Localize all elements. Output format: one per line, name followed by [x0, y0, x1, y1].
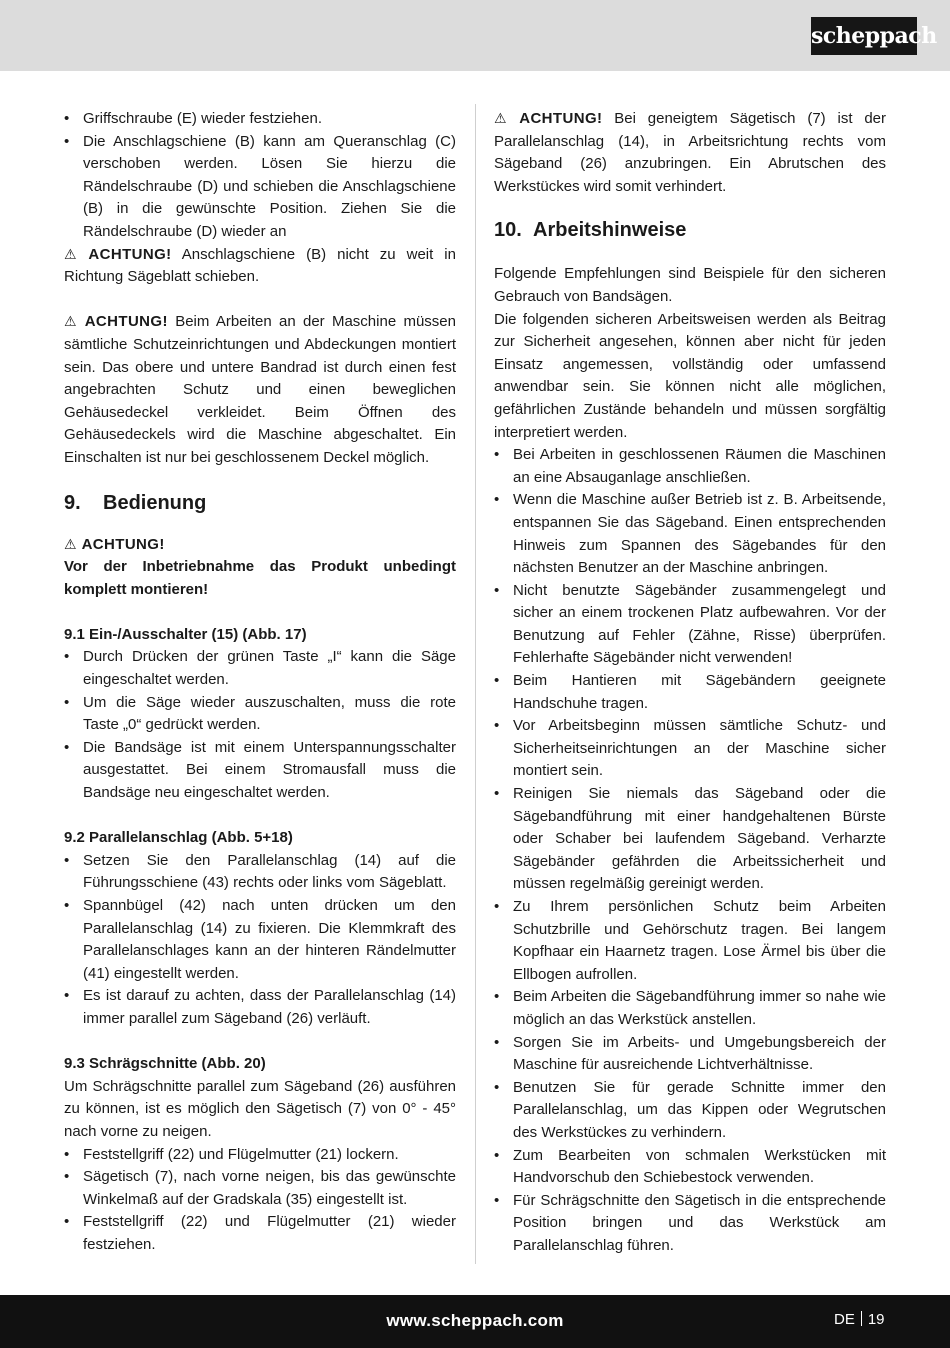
list-item: • Durch Drücken der grünen Taste „I“ kann die Säge eingeschaltet werden. — [64, 646, 456, 691]
list-item: • Sägetisch (7), nach vorne neigen, bis das gewünschte Winkelmaß auf der Gradskala (35) eingestellt ist. — [64, 1166, 456, 1211]
warning-label: ACHTUNG! — [519, 110, 603, 127]
list-item: • Sorgen Sie im Arbeits- und Umgebungsbereich der Maschine für ausreichende Lichtverhältnisse. — [494, 1032, 886, 1077]
warning-label: ACHTUNG! — [81, 535, 165, 553]
language-code: DE — [834, 1311, 855, 1328]
list-item: • Es ist darauf zu achten, dass der Parallelanschlag (14) immer parallel zum Sägeband (26) verläuft. — [64, 985, 456, 1030]
list-item: • Für Schrägschnitte den Sägetisch in die entsprechende Position bringen und das Werkstück am Parallelanschlag führen. — [494, 1190, 886, 1258]
left-column — [64, 108, 456, 1257]
header-bar — [0, 0, 950, 71]
list-item: • Die Anschlagschiene (B) kann am Queranschlag (C) verschoben werden. Lösen Sie hierzu die Rändelschraube (D) und schieben die Anschlagschiene (B) in die gewünschte Position. Ziehen Sie die Rändelschraube (D) wieder an — [64, 131, 456, 244]
list-item: • Spannbügel (42) nach unten drücken um den Parallelanschlag (14) zu fixieren. Die Klemmkraft des Parallelanschlages kann an der hinteren Rändelmutter (41) eingestellt werden. — [64, 895, 456, 985]
page-indicator — [834, 1311, 885, 1328]
warning-text: Beim Arbeiten an der Maschine müssen sämtliche Schutzeinrichtungen und Abdeckungen montiert sein. Das obere und untere Bandrad ist durch einen fest angebrachten Schutz und einen beweglichen Gehäusedeckel verkleidet. Beim Öffnen des Gehäusedeckels wird die Maschine abgeschaltet. Ein Einschalten ist nur bei geschlossenem Deckel möglich. — [64, 313, 456, 466]
subsection-heading: 9.1 Ein-/Ausschalter (15) (Abb. 17) — [64, 625, 307, 643]
page-number: 19 — [867, 1311, 885, 1328]
brand-logo: scheppach — [811, 17, 917, 55]
warning-label: ACHTUNG! — [84, 313, 168, 331]
right-column — [494, 108, 886, 1258]
website-link[interactable]: www.scheppach.com — [386, 1311, 564, 1330]
bullet-list — [64, 850, 456, 1031]
subsection-heading: 9.3 Schrägschnitte (Abb. 20) — [64, 1055, 266, 1073]
bullet-list-top — [64, 108, 456, 244]
list-item: • Beim Hantieren mit Sägebändern geeignete Handschuhe tragen. — [494, 670, 886, 715]
warning-paragraph — [64, 534, 456, 557]
section-heading — [64, 490, 456, 516]
warning-text: Anschlagschiene (B) nicht zu weit in Richtung Sägeblatt schieben. — [64, 245, 456, 286]
warning-triangle-icon: ⚠ — [64, 246, 84, 263]
bullet-list — [64, 646, 456, 804]
warning-text: Vor der Inbetriebnahme das Produkt unbedingt komplett montieren! — [64, 558, 456, 598]
list-item: • Zu Ihrem persönlichen Schutz beim Arbeiten Schutzbrille und Gehörschutz tragen. Bei langem Kopfhaar ein Haarnetz tragen. Lose Ärmel bis über die Ellbogen aufrollen. — [494, 896, 886, 986]
warning-label: ACHTUNG! — [88, 245, 172, 263]
subsection-heading: 9.2 Parallelanschlag (Abb. 5+18) — [64, 829, 293, 847]
list-item: • Feststellgriff (22) und Flügelmutter (21) wieder festziehen. — [64, 1211, 456, 1256]
warning-paragraph — [64, 311, 456, 469]
paragraph: Um Schrägschnitte parallel zum Sägeband (26) ausführen zu können, ist es möglich den Sägetisch (7) von 0° - 45° nach vorne zu neigen. — [64, 1077, 456, 1140]
warning-triangle-icon: ⚠ — [64, 314, 80, 331]
list-item: • Griffschraube (E) wieder festziehen. — [64, 108, 456, 131]
list-item: • Reinigen Sie niemals das Sägeband oder die Sägebandführung mit einer handgehaltenen Bürste oder Schaber bei laufendem Sägeband. Verharzte Sägebänder gefährden die Arbeitssicherheit und müssen regelmäßig gereinigt werden. — [494, 783, 886, 896]
bullet-list — [64, 1144, 456, 1257]
section-title: Arbeitshinweise — [533, 219, 687, 242]
list-item: • Nicht benutzte Sägebänder zusammengelegt und sicher an einem trockenen Platz aufbewahren. Vor der Benutzung auf Fehler (Zähne, Risse) überprüfen. Fehlerhafte Sägebänder nicht verwenden! — [494, 580, 886, 670]
paragraph: Folgende Empfehlungen sind Beispiele für den sicheren Gebrauch von Bandsägen. — [494, 265, 886, 305]
list-item: • Um die Säge wieder auszuschalten, muss die rote Taste „0“ gedrückt werden. — [64, 692, 456, 737]
divider — [861, 1311, 862, 1326]
warning-triangle-icon: ⚠ — [494, 111, 515, 127]
warning-text: Bei geneigtem Sägetisch (7) ist der Parallelanschlag (14), in Arbeitsrichtung rechts vom Sägeband (26) anzubringen. Ein Abrutschen des Werkstückes wird somit verhindert. — [494, 110, 886, 195]
paragraph: Die folgenden sicheren Arbeitsweisen werden als Beitrag zur Sicherheit angesehen, können aber nicht für jeden Einsatz angemessen, vollständig oder umfassend anwendbar sein. Sie können nicht alle möglichen, gefährlichen Zustände behandeln und müssen sorgfältig interpretiert werden. — [494, 310, 886, 441]
warning-paragraph — [64, 244, 456, 289]
section-title: Bedienung — [103, 491, 207, 514]
section-number: 9. — [64, 491, 81, 514]
section-number: 10. — [494, 219, 522, 242]
column-divider — [475, 104, 476, 1264]
list-item: • Setzen Sie den Parallelanschlag (14) auf die Führungsschiene (43) rechts oder links vom Sägeblatt. — [64, 850, 456, 895]
footer-bar — [0, 1295, 950, 1348]
list-item: • Vor Arbeitsbeginn müssen sämtliche Schutz- und Sicherheitseinrichtungen an der Maschine sicher montiert sein. — [494, 715, 886, 783]
bullet-list — [494, 444, 886, 1257]
warning-paragraph — [494, 108, 886, 198]
list-item: • Feststellgriff (22) und Flügelmutter (21) lockern. — [64, 1144, 456, 1167]
warning-triangle-icon: ⚠ — [64, 536, 77, 553]
list-item: • Wenn die Maschine außer Betrieb ist z. B. Arbeitsende, entspannen Sie das Sägeband. Einen entsprechenden Hinweis zum Spannen des Sägebandes für den nächsten Benutzer an der Maschine anbringen. — [494, 489, 886, 579]
list-item: • Die Bandsäge ist mit einem Unterspannungsschalter ausgestattet. Bei einem Stromausfall muss die Bandsäge neu eingeschaltet werden. — [64, 737, 456, 805]
section-heading — [494, 217, 886, 243]
list-item: • Benutzen Sie für gerade Schnitte immer den Parallelanschlag, um das Kippen oder Wegrutschen des Werkstückes zu verhindern. — [494, 1077, 886, 1145]
list-item: • Beim Arbeiten die Sägebandführung immer so nahe wie möglich an das Werkstück anstellen. — [494, 986, 886, 1031]
list-item: • Zum Bearbeiten von schmalen Werkstücken mit Handvorschub den Schiebestock verwenden. — [494, 1145, 886, 1190]
list-item: • Bei Arbeiten in geschlossenen Räumen die Maschinen an eine Absauganlage anschließen. — [494, 444, 886, 489]
